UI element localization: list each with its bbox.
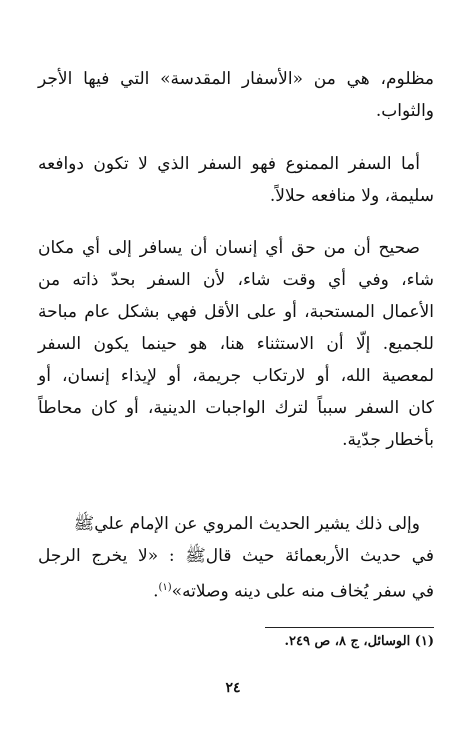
text-line: [38, 572, 434, 604]
page-number: ٢٤: [225, 680, 241, 696]
text-run: في سفر يُخاف منه على دينه وصلاته»: [171, 581, 434, 602]
text-line: الأعمال المستحبة، أو على الأقل فهي بشكل عام مباحة: [38, 302, 434, 322]
honorific-mark: ﷺ: [73, 514, 95, 534]
honorific-mark: ﷺ: [185, 546, 206, 566]
text-run: وإلى ذلك يشير الحديث المروي عن الإمام علي: [94, 514, 420, 534]
text-line: صحيح أن من حق أي إنسان أن يسافر إلى أي مكان: [38, 238, 420, 258]
text-line: لمعصية الله، أو لارتكاب جريمة، أو لإيذاء إنسان، أو: [38, 366, 434, 386]
text-line: [38, 540, 434, 572]
end-punctuation: .: [153, 581, 159, 602]
footnote-divider: [265, 627, 434, 628]
text-line: [38, 508, 434, 540]
paragraph-4: [38, 508, 434, 604]
text-line: والثواب.: [375, 101, 434, 121]
text-line: مظلوم، هي من «الأسفار المقدسة» التي فيها الأجر: [38, 69, 434, 89]
text-line: أما السفر الممنوع فهو السفر الذي لا تكون دوافعه: [38, 154, 420, 174]
footnote-reference[interactable]: (١): [158, 582, 172, 593]
text-line: كان السفر سبباً لترك الواجبات الدينية، أو كان محاطاً: [38, 398, 434, 418]
text-line: شاء، وفي أي وقت شاء، لأن السفر بحدّ ذاته من: [38, 270, 434, 290]
paragraph-1: [38, 63, 434, 127]
text-line: سليمة، ولا منافعه حلالاً.: [269, 186, 434, 206]
text-run: في حديث الأربعمائة حيث قال: [205, 546, 435, 566]
paragraph-3: [38, 232, 434, 456]
footnote: (١) الوسائل، ج ٨، ص ٢٤٩.: [284, 634, 434, 649]
text-line: للجميع. إلّا أن الاستثناء هنا، هو حينما يكون السفر: [38, 334, 434, 354]
paragraph-2: [38, 148, 434, 212]
text-line: بأخطار جدّية.: [342, 430, 434, 450]
text-run: : «لا يخرج الرجل: [38, 546, 175, 566]
